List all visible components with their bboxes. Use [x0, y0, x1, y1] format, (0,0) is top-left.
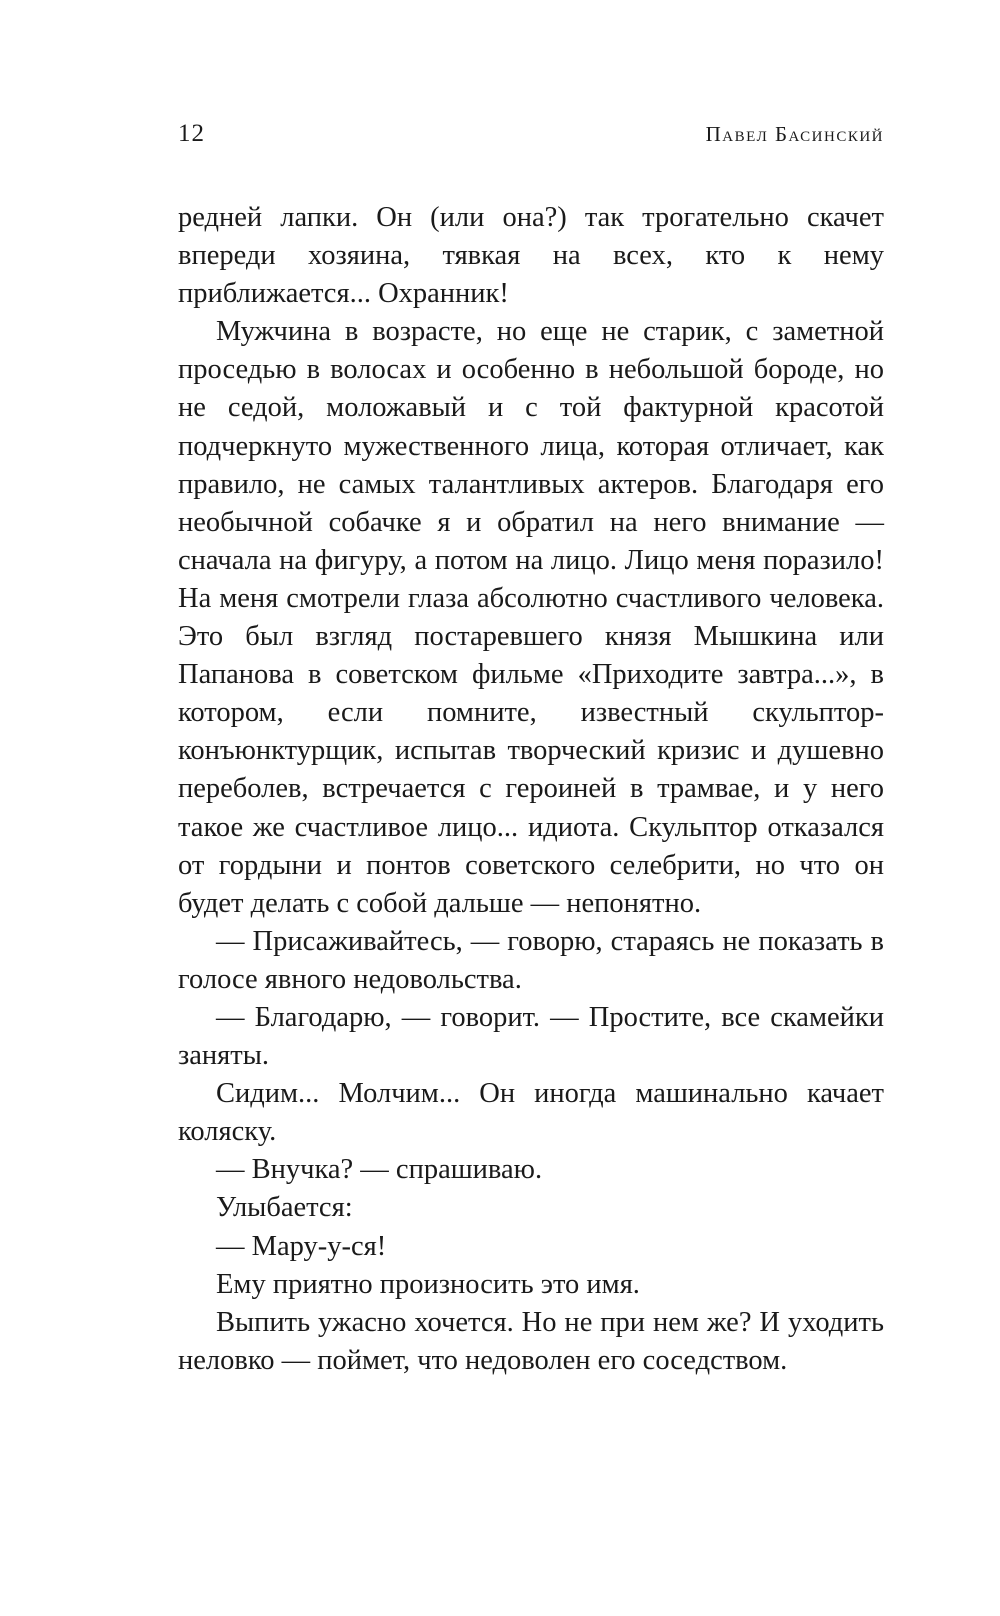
paragraph-continuation: редней лапки. Он (или она?) так трогательно скачет впереди хозяина, тявкая на всех, кто к нему приближается... Охранник!: [178, 202, 884, 310]
paragraph: Сидим... Молчим... Он иногда машинально качает коляску.: [178, 1078, 884, 1148]
running-header: [178, 120, 884, 154]
paragraph: Ему приятно произносить это имя.: [216, 1268, 640, 1300]
paragraph: — Внучка? — спрашиваю.: [216, 1154, 543, 1186]
author-name: Павел Басинский: [705, 122, 884, 146]
paragraph: Улыбается:: [216, 1192, 353, 1224]
paragraph: Мужчина в возрасте, но еще не старик, с заметной проседью в волосах и особенно в небольшой бороде, но не седой, моложавый и с той фактурной красотой подчеркнуто мужественного лица, которая отличает, как правило, не самых талантливых актеров. Благодаря его необычной собачке я и обратил на него внимание — сначала на фигуру, а потом на лицо. Лицо меня поразило! На меня смотрели глаза абсолютно счастливого человека. Это был взгляд постаревшего князя Мышкина или Папанова в советском фильме «Приходите завтра...», в котором, если помните, известный скульптор-конъюнктурщик, испытав творческий кризис и душевно переболев, встречается с героиней в трамвае, и у него такое же счастливое лицо... идиота. Скульптор отказался от гордыни и понтов советского селебрити, но что он будет делать с собой дальше — непонятно.: [178, 316, 884, 919]
paragraph: — Благодарю, — говорит. — Простите, все скамейки заняты.: [178, 1001, 884, 1072]
paragraph: — Мару-у-ся!: [216, 1230, 387, 1262]
paragraph: Выпить ужасно хочется. Но не при нем же? И уходить неловко — поймет, что недоволен его соседством.: [178, 1306, 884, 1376]
body-text: [178, 199, 884, 1380]
paragraph: — Присаживайтесь, — говорю, стараясь не показать в голосе явного недовольства.: [178, 925, 884, 995]
page-number: 12: [178, 120, 205, 147]
